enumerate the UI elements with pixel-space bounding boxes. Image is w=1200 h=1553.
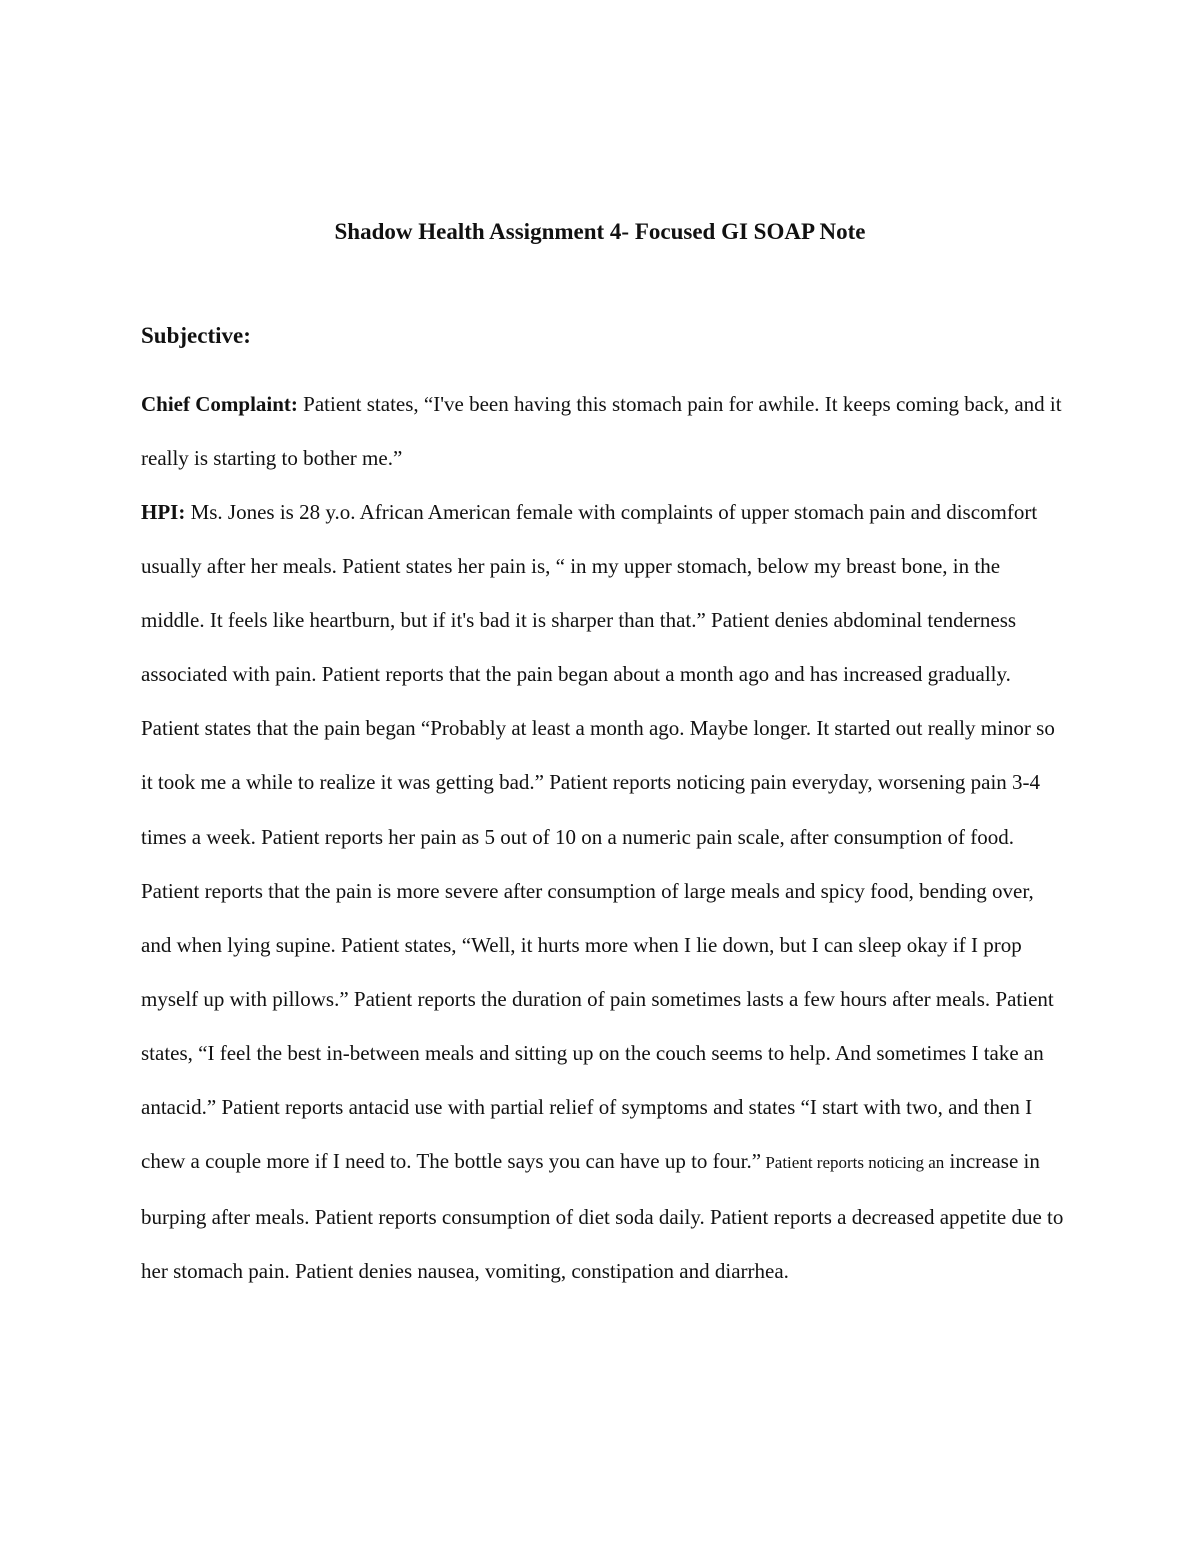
hpi-text-part-2: increase in burping after meals. Patient reports consumption of diet soda daily. Patient reports a decreased appetite due to her stomach pain. Patient denies nausea, vomiting, constipation and diarrhea. [141,1149,1064,1284]
chief-complaint-text: Patient states, “I've been having this stomach pain for awhile. It keeps coming back, and it really is starting to bother me.” [141,392,1062,471]
hpi-text-small: Patient reports noticing an [761,1153,945,1173]
chief-complaint-paragraph [141,377,1066,485]
document-title: Shadow Health Assignment 4- Focused GI SOAP Note [334,219,866,244]
chief-complaint-label: Chief Complaint: [141,392,298,416]
section-heading-subjective: Subjective: [141,323,251,348]
hpi-paragraph [141,485,1066,1298]
hpi-text-part-1: Ms. Jones is 28 y.o. African American female with complaints of upper stomach pain and discomfort usually after her meals. Patient states her pain is, “ in my upper stomach, below my breast bone, in the middle. It feels like heartburn, but if it's bad it is sharper than that.” Patient denies abdominal tenderness associated with pain. Patient reports that the pain began about a month ago and has increased gradually. Patient states that the pain began “Probably at least a month ago. Maybe longer. It started out really minor so it took me a while to realize it was getting bad.” Patient reports noticing pain everyday, worsening pain 3-4 times a week. Patient reports her pain as 5 out of 10 on a numeric pain scale, after consumption of food. Patient reports that the pain is more severe after consumption of large meals and spicy food, bending over, and when lying supine. Patient states, “Well, it hurts more when I lie down, but I can sleep okay if I prop myself up with pillows.” Patient reports the duration of pain sometimes lasts a few hours after meals. Patient states, “I feel the best in-between meals and sitting up on the couch seems to help. And sometimes I take an antacid.” Patient reports antacid use with partial relief of symptoms and states “I start with two, and then I chew a couple more if I need to. The bottle says you can have up to four.” [141,500,1055,1174]
hpi-label: HPI: [141,500,186,524]
